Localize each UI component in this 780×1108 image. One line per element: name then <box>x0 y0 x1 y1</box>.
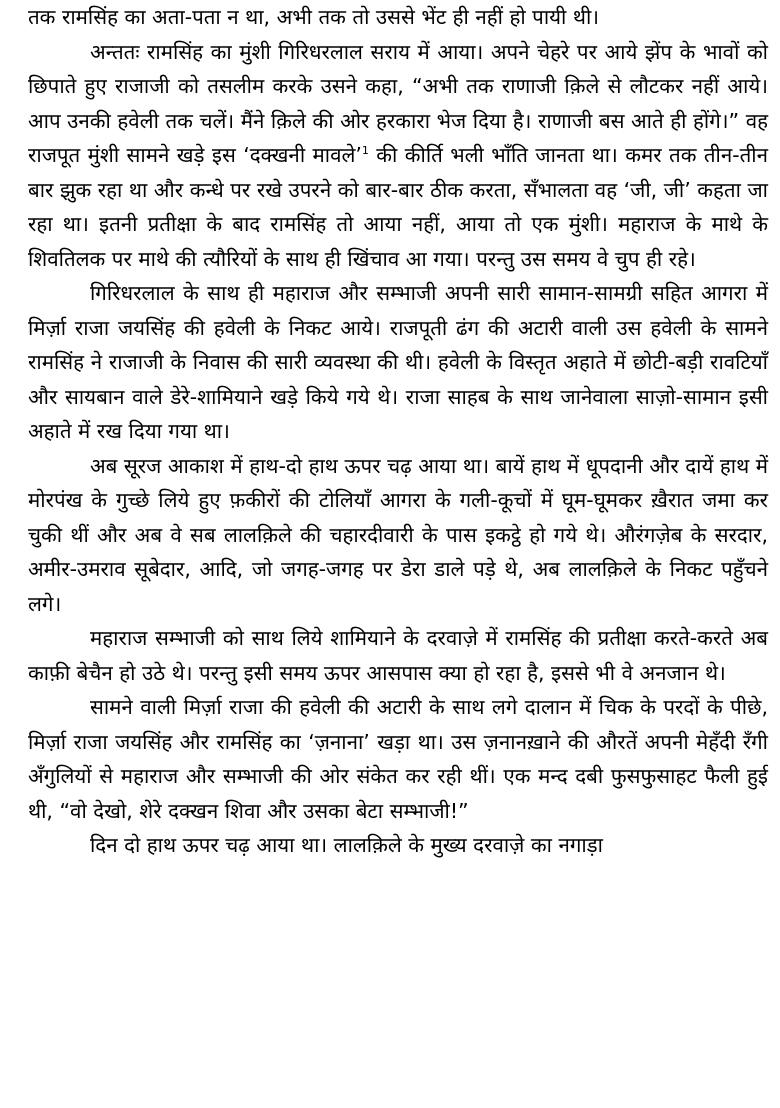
paragraph-7: दिन दो हाथ ऊपर चढ़ आया था। लालक़िले के मुख्य दरवाज़े का नगाड़ा <box>90 833 603 857</box>
paragraph-5: महाराज सम्भाजी को साथ लिये शामियाने के दरवाज़े में रामसिंह की प्रतीक्षा करते-करते अब काफ़ी बेचैन हो उठे थे। परन्तु इसी समय ऊपर आसपास क्या हो रहा है, इससे भी वे अनजान थे। <box>28 626 768 685</box>
footnote-marker: 1 <box>361 144 369 158</box>
paragraph-6: सामने वाली मिर्ज़ा राजा की हवेली की अटारी के साथ लगे दालान में चिक के परदों के पीछे, मिर्ज़ा राजा जयसिंह और रामसिंह का ‘ज़नाना’ खड़ा था। उस ज़नानख़ाने की औरतें अपनी मेहँदी रँगी अँगुलियों से महाराज और सम्भाजी की ओर संकेत कर रही थीं। एक मन्द दबी फुसफुसाहट फैली हुई थी, “वो देखो, शेरे दक्खन शिवा और उसका बेटा सम्भाजी!” <box>28 695 768 823</box>
paragraph-4: अब सूरज आकाश में हाथ-दो हाथ ऊपर चढ़ आया था। बायें हाथ में धूपदानी और दायें हाथ में मोरपंख के गुच्छे लिये हुए फ़कीरों की टोलियाँ आगरा के गली-कूचों में घूम-घूमकर ख़ैरात जमा कर चुकी थीं और अब वे सब लालक़िले की चहारदीवारी के पास इकट्ठे हो गये थे। औरंगज़ेब के सरदार, अमीर-उमराव सूबेदार, आदि, जो जगह-जगह पर डेरा डाले पड़े थे, अब लालक़िले के निकट पहुँचने लगे। <box>28 453 768 616</box>
paragraph-3: गिरिधरलाल के साथ ही महाराज और सम्भाजी अपनी सारी सामान-सामग्री सहित आगरा में मिर्ज़ा राजा जयसिंह की हवेली के निकट आये। राजपूती ढंग की अटारी वाली उस हवेली के सामने रामसिंह ने राजाजी के निवास की सारी व्यवस्था की थी। हवेली के विस्तृत अहाते में छोटी-बड़ी रावटियाँ और सायबान वाले डेरे-शामियाने खड़े किये गये थे। राजा साहब के साथ जानेवाला साज़ो-सामान इसी अहाते में रख दिया गया था। <box>28 281 768 443</box>
paragraph-2 <box>28 35 768 277</box>
paragraph-2-text-before-footnote: अन्ततः रामसिंह का मुंशी गिरिधरलाल सराय में आया। अपने चेहरे पर आये झेंप के भावों को छिपाते हुए राजाजी को तसलीम करके उसने कहा, “अभी तक राणाजी क़िले से लौटकर नहीं आये। आप उनकी हवेली तक चलें। मैंने क़िले की ओर हरकारा भेज दिया है। राणाजी बस आते ही होंगे।” वह राजपूत मुंशी सामने खड़े इस ‘दक्खनी मावले’ <box>28 39 768 167</box>
paragraph-2-text-after-footnote: की कीर्ति भली भाँति जानता था। कमर तक तीन-तीन बार झुक रहा था और कन्धे पर रखे उपरने को बार-बार ठीक करता, सँभालता वह ‘जी, जी’ कहता जा रहा था। इतनी प्रतीक्षा के बाद रामसिंह तो आया नहीं, आया तो एक मुंशी। महाराज के माथे के शिवतिलक पर माथे की त्यौरियों के साथ ही खिंचाव आ गया। परन्तु उस समय वे चुप ही रहे। <box>28 143 768 271</box>
paragraph-1: तक रामसिंह का अता-पता न था, अभी तक तो उससे भेंट ही नहीं हो पायी थी। <box>28 5 600 29</box>
